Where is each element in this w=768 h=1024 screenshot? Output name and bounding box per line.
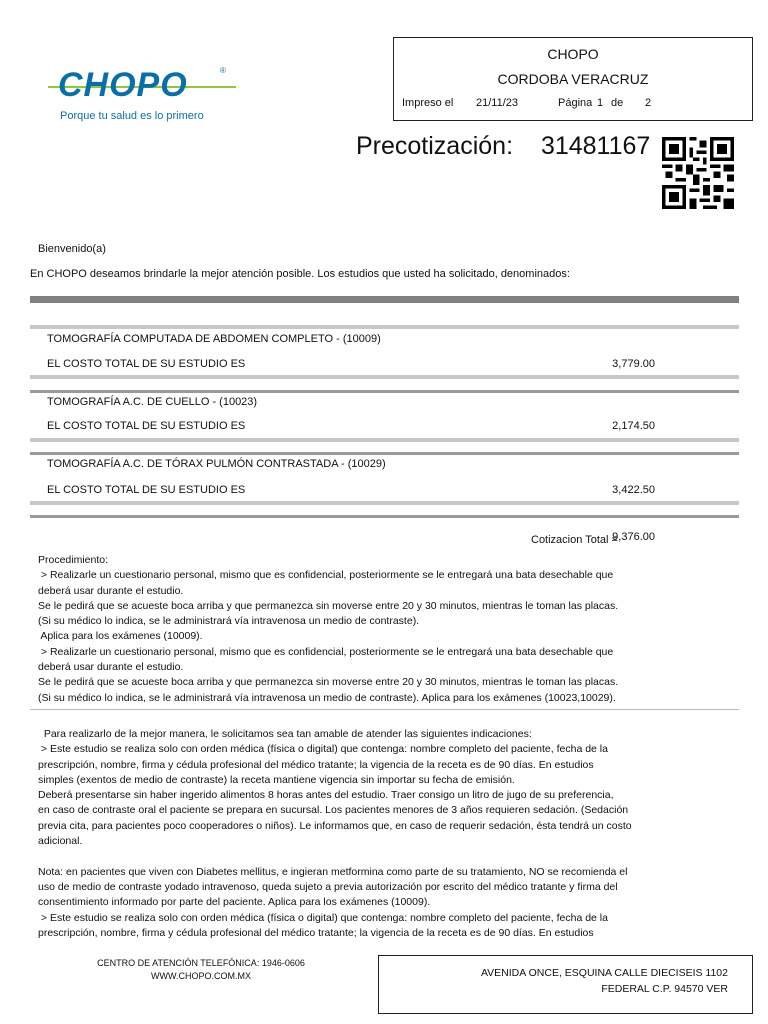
indications-line: > Este estudio se realiza solo con orden médica (física o digital) que contenga: nombre completo del paciente, fecha de la [38, 911, 608, 924]
total-label: Cotizacion Total = [531, 534, 618, 546]
indications-line: simples (exentos de medio de contraste) la receta mantiene vigencia sin importar su fecha de emisión. [38, 773, 515, 786]
quote-number: 31481167 [540, 132, 651, 160]
procedure-line: deberá usar durante el estudio. [38, 661, 184, 674]
qr-code-icon [662, 137, 734, 209]
indications-line: consentimiento informado por parte del paciente. Aplica para los exámenes (10009). [38, 896, 431, 909]
quote-label: Precotización: [356, 132, 514, 160]
indications-section [38, 727, 738, 941]
study-cost-label: EL COSTO TOTAL DE SU ESTUDIO ES [47, 420, 246, 432]
indications-line: prescripción, nombre, firma y cédula profesional del médico tratante; la vigencia de la receta es de 90 días. En estudios [38, 758, 594, 771]
page-number: 1 [597, 97, 604, 109]
study-top-rule [30, 452, 739, 455]
footer-website: WWW.CHOPO.COM.MX [151, 971, 251, 981]
procedure-line: Se le pedirá que se acueste boca arriba y que permanezca sin moverse entre 20 y 30 minutos, mientras le toman las placas. [38, 599, 619, 612]
intro-sentence: En CHOPO deseamos brindarle la mejor atención posible. Los estudios que usted ha solicitado, denominados: [30, 268, 570, 280]
study-cost-label: EL COSTO TOTAL DE SU ESTUDIO ES [47, 358, 246, 370]
page-of: de [611, 97, 624, 109]
procedure-line: > Realizarle un cuestionario personal, mismo que es confidencial, posteriormente se le entregará una bata desechable que [38, 645, 614, 658]
study-cost-label: EL COSTO TOTAL DE SU ESTUDIO ES [47, 484, 246, 496]
procedure-line: (Si su médico lo indica, se le administrará vía intravenosa un medio de contraste). Aplica para los exámenes (10023,10029). [38, 691, 616, 704]
indications-line: adicional. [38, 835, 83, 848]
procedure-line: > Realizarle un cuestionario personal, mismo que es confidencial, posteriormente se le entregará una bata desechable que [38, 569, 614, 582]
procedure-lines [38, 568, 738, 706]
indications-line: en caso de contraste oral el paciente se prepara en sucursal. Los pacientes menores de 3 años requieren sedación. (Sedación [38, 804, 629, 817]
procedure-divider [30, 709, 739, 710]
indications-line: > Este estudio se realiza solo con orden médica (física o digital) que contenga: nombre completo del paciente, fecha de la [38, 743, 608, 756]
section-divider [30, 296, 739, 303]
study-bottom-rule [30, 438, 739, 442]
indications-line: previa cita, para pacientes poco cooperadores o niños). Le informamos que, en caso de requerir sedación, ésta tendrá un costo [38, 819, 632, 832]
study-name: TOMOGRAFÍA A.C. DE TÓRAX PULMÓN CONTRASTADA - (10029) [47, 458, 386, 470]
study-cost: 2,174.50 [612, 420, 655, 432]
indications-line: Nota: en pacientes que viven con Diabetes mellitus, e ingieran metformina como parte de su tratamiento, NO se recomienda el [38, 865, 628, 878]
chopo-logo [38, 36, 246, 140]
greeting: Bienvenido(a) [38, 243, 106, 255]
page-label: Página [558, 97, 593, 109]
footer-contact [60, 957, 342, 983]
header-box [393, 37, 753, 121]
footer-address-line2: FEDERAL C.P. 94570 VER [601, 983, 728, 995]
study-bottom-rule [30, 375, 739, 379]
indications-line: Deberá presentarse sin haber ingerido alimentos 8 horas antes del estudio. Traer consigo un litro de jugo de su preferencia, [38, 789, 614, 802]
procedure-line: (Si su médico lo indica, se le administrará vía intravenosa un medio de contraste). [38, 615, 420, 628]
logo-tagline: Porque tu salud es lo primero [60, 110, 204, 122]
procedure-line: Se le pedirá que se acueste boca arriba y que permanezca sin moverse entre 20 y 30 minutos, mientras le toman las placas. [38, 676, 619, 689]
study-cost: 3,779.00 [612, 358, 655, 370]
study-cost: 3,422.50 [612, 484, 655, 496]
quote-title [356, 132, 650, 161]
printed-label: Impreso el [402, 97, 454, 109]
footer-address-box [378, 955, 753, 1014]
total-rule [30, 515, 739, 518]
total-value: 9,376.00 [612, 531, 655, 543]
study-top-rule [30, 325, 739, 329]
logo-brand: CHOPO [58, 66, 188, 104]
study-top-rule [30, 390, 739, 393]
indications-line: uso de medio de contraste yodado intravenoso, queda sujeto a previa autorización por escrito del médico tratante y firma del [38, 880, 618, 893]
procedure-title: Procedimiento: [38, 554, 109, 566]
footer-address-line1: AVENIDA ONCE, ESQUINA CALLE DIECISEIS 1102 [480, 967, 728, 979]
printed-date: 21/11/23 [476, 97, 519, 109]
company-name: CHOPO [547, 46, 599, 62]
page-total: 2 [645, 97, 652, 109]
study-bottom-rule [30, 501, 739, 505]
procedure-line: Aplica para los exámenes (10009). [38, 630, 203, 643]
study-name: TOMOGRAFÍA A.C. DE CUELLO - (10023) [47, 396, 258, 408]
indications-line [38, 849, 738, 864]
footer-phone: CENTRO DE ATENCIÓN TELEFÓNICA: 1946-0606 [97, 958, 305, 968]
branch-name: CORDOBA VERACRUZ [497, 71, 649, 87]
indications-line: Para realizarlo de la mejor manera, le solicitamos sea tan amable de atender las siguientes indicaciones: [38, 728, 532, 740]
procedure-line: deberá usar durante el estudio. [38, 584, 184, 597]
study-name: TOMOGRAFÍA COMPUTADA DE ABDOMEN COMPLETO - (10009) [47, 333, 381, 345]
procedure-section [38, 553, 738, 706]
logo-registered-mark: ® [220, 66, 226, 75]
indications-line: prescripción, nombre, firma y cédula profesional del médico tratante; la vigencia de la receta es de 90 días. En estudios [38, 926, 594, 939]
